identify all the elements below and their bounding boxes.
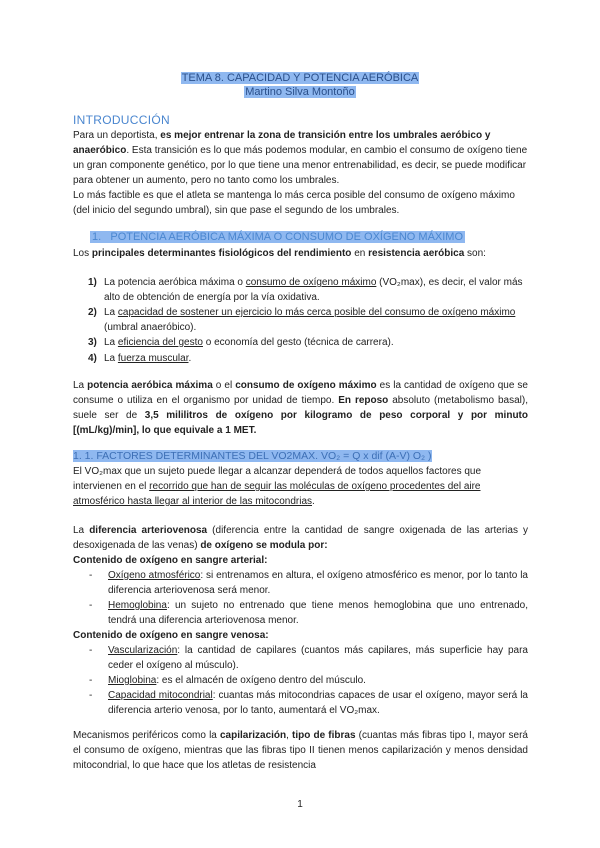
venous-list (73, 643, 528, 718)
peripheral-mechanisms-paragraph: Mecanismos periféricos como la capilarización, tipo de fibras (cuantas más fibras tipo I, mayor será el consumo de oxígeno, mientras que las fibras tipo II tienen menos capilarización y menos densidad mitocondrial, lo que hace que los atletas de resistencia (73, 730, 528, 771)
list-item: 3) La eficiencia del gesto o economía del gesto (técnica de carrera). (88, 337, 394, 348)
list-item: - Oxígeno atmosférico: si entrenamos en altura, el oxígeno atmosférico es menor, por lo tanto la diferencia arteriovenosa será menor. (89, 570, 528, 596)
determinants-list (73, 276, 528, 367)
title-line-1: TEMA 8. CAPACIDAD Y POTENCIA AERÓBICA (181, 72, 419, 84)
section-1-lead: Los principales determinantes fisiológicos del rendimiento en resistencia aeróbica son: (73, 248, 486, 259)
section-1-1-paragraph-1: El VO₂max que un sujeto puede llegar a alcanzar dependerá de todos aquellos factores que intervienen en el recorrido que han de seguir las moléculas de oxígeno procedentes del aire atmosférico hasta llegar al interior de las mitocondrias. (73, 466, 482, 507)
venous-heading: Contenido de oxígeno en sangre venosa: (73, 630, 269, 641)
document-title (0, 72, 600, 99)
arteriovenous-paragraph: La diferencia arteriovenosa (diferencia entre la cantidad de sangre oxigenada de las arterias y desoxigenada de las venas) de oxígeno se modula por: (73, 525, 529, 551)
arterial-content-block (73, 553, 528, 718)
title-author: Martino Silva Montoño (245, 85, 355, 98)
list-item: - Vascularización: la cantidad de capilares (cuantos más capilares, más superficie hay para ceder el oxígeno al músculo). (89, 645, 528, 671)
list-item: - Hemoglobina: un sujeto no entrenado que tiene menos hemoglobina que uno entrenado, tendrá una diferencia arteriovenosa menor. (89, 600, 528, 626)
arterial-list (73, 568, 528, 628)
section-1-heading: 1. POTENCIA AERÓBICA MÁXIMA O CONSUMO DE OXÍGENO MÁXIMO (92, 231, 464, 243)
list-item: 2) La capacidad de sostener un ejercicio lo más cerca posible del consumo de oxígeno máximo (umbral anaeróbico). (88, 307, 516, 333)
list-item: - Mioglobina: es el almacén de oxígeno dentro del músculo. (89, 675, 366, 686)
intro-paragraph-1: Para un deportista, es mejor entrenar la zona de transición entre los umbrales aeróbico y anaeróbico. Esta transición es lo que más podemos modular, en cambio el consumo de oxígeno tiene un gran componente genético, por lo que tiene una menor entrenabilidad, es decir, se puede modificar para obtener un aumento, pero no tanto como los umbrales. (73, 130, 528, 186)
intro-paragraph-2: Lo más factible es que el atleta se mantenga lo más cerca posible del consumo de oxígeno máximo (del inicio del segundo umbral), sin que pase el segundo de los umbrales. (73, 190, 515, 216)
arterial-heading: Contenido de oxígeno en sangre arterial: (73, 555, 268, 566)
section-1-1-heading: 1. 1. FACTORES DETERMINANTES DEL VO2MAX. VO₂ = Q x dif (A-V) O₂ ) (73, 450, 432, 462)
page-number: 1 (297, 799, 303, 810)
list-item: 4) La fuerza muscular. (88, 352, 192, 364)
list-item: - Capacidad mitocondrial: cuantas más mitocondrias capaces de usar el oxígeno, mayor será la diferencia arterio venosa, por lo tanto, aumentará el VO₂max. (89, 690, 528, 716)
list-item: 1) La potencia aeróbica máxima o consumo de oxígeno máximo (VO₂max), es decir, el valor más alto de obtención de energía por la vía oxidativa. (88, 277, 523, 303)
intro-heading: INTRODUCCIÓN (73, 113, 170, 127)
vo2max-definition: La potencia aeróbica máxima o el consumo de oxígeno máximo es la cantidad de oxígeno que se consume o utiliza en el organismo por unidad de tiempo. En reposo absoluto (metabolismo basal), suele ser de 3,5 mililitros de oxígeno por kilogramo de peso corporal y por minuto [(mL/kg)/min], lo que equivale a 1 MET. (73, 380, 528, 436)
